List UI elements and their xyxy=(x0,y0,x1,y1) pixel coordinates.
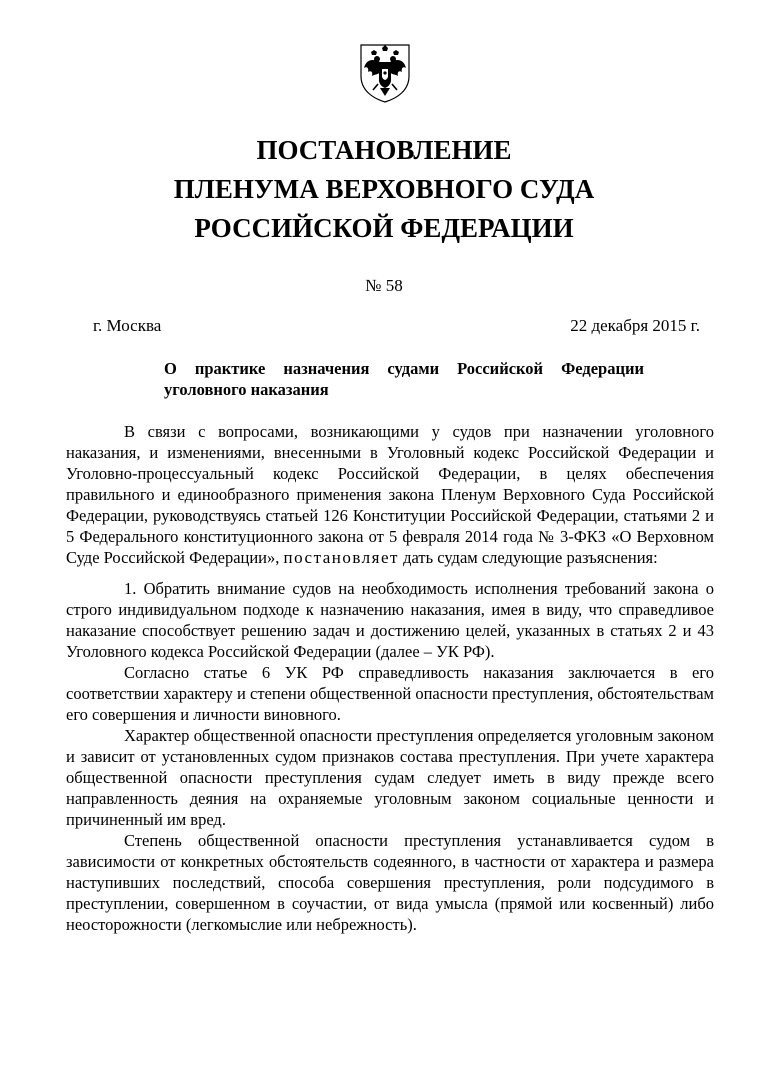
document-date: 22 декабря 2015 г. xyxy=(570,316,700,335)
body-paragraph: Характер общественной опасности преступления определяется уголовным законом и зависит от установленных судом признаков состава преступления. При учете характера общественной опасности преступления судам следует иметь в виду прежде всего направленность деяния на охраняемые уголовным законом социальные ценности и причиненный им вред. xyxy=(66,726,714,829)
title-line-3: РОССИЙСКОЙ ФЕДЕРАЦИИ xyxy=(194,213,574,243)
body-paragraph: Согласно статье 6 УК РФ справедливость наказания заключается в его соответствии характеру и степени общественной опасности преступления, обстоятельствам его совершения и личности виновного. xyxy=(66,663,714,724)
document-city: г. Москва xyxy=(93,316,162,335)
document-number: № 58 xyxy=(365,276,403,295)
intro-paragraph xyxy=(66,421,714,568)
document-body xyxy=(66,421,714,935)
title-line-1: ПОСТАНОВЛЕНИЕ xyxy=(256,135,512,165)
intro-text-end: дать судам следующие разъяснения: xyxy=(403,548,658,567)
document-title xyxy=(0,131,768,248)
document-subject: О практике назначения судами Российской Федерации уголовного наказания xyxy=(164,359,644,399)
intro-text: В связи с вопросами, возникающими у судов при назначении уголовного наказания, и изменениями, внесенными в Уголовный кодекс Российской Федерации и Уголовно-процессуальный кодекс Российской Федерации, в целях обеспечения правильного и единообразного применения закона Пленум Верховного Суда Российской Федерации, руководствуясь статьей 126 Конституции Российской Федерации, статьями 2 и 5 Федерального конституционного закона от 5 февраля 2014 года № 3-ФКЗ «О Верховном Суде Российской Федерации», xyxy=(66,422,714,567)
coat-of-arms-emblem xyxy=(358,42,412,104)
title-line-2: ПЛЕНУМА ВЕРХОВНОГО СУДА xyxy=(173,174,595,204)
body-paragraph: 1. Обратить внимание судов на необходимость исполнения требований закона о строго индивидуальном подходе к назначению наказания, имея в виду, что справедливое наказание способствует решению задач и достижению целей, указанных в статьях 2 и 43 Уголовного кодекса Российской Федерации (далее – УК РФ). xyxy=(66,579,714,661)
intro-keyword: постановляет xyxy=(283,548,399,567)
body-paragraph: Степень общественной опасности преступления устанавливается судом в зависимости от конкретных обстоятельств содеянного, в частности от характера и размера наступивших последствий, способа совершения преступления, роли подсудимого в преступлении, совершенном в соучастии, от вида умысла (прямой или косвенный) либо неосторожности (легкомыслие или небрежность). xyxy=(66,831,714,934)
